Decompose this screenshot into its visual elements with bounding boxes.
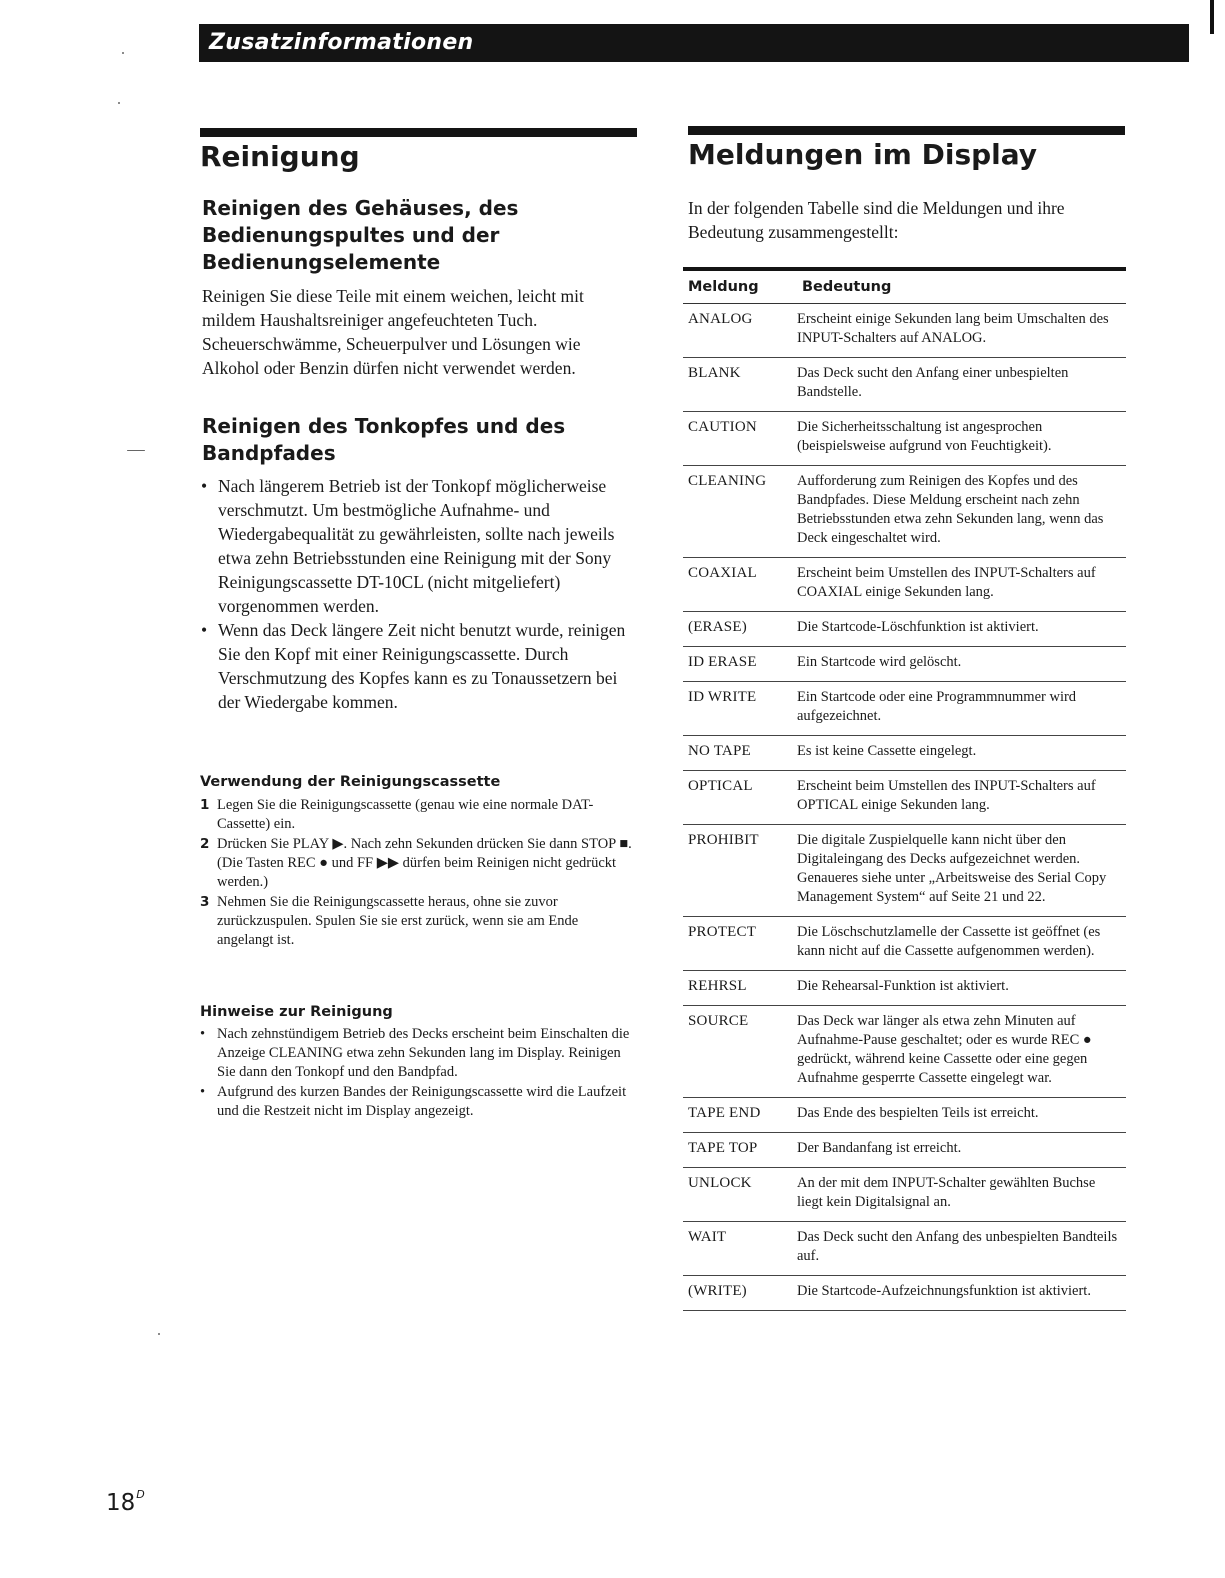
title-rule-left <box>200 128 637 137</box>
message-meaning: Erscheint beim Umstellen des INPUT-Schalters auf COAXIAL einige Sekunden lang. <box>797 558 1126 612</box>
message-meaning: Das Deck sucht den Anfang einer unbespielten Bandstelle. <box>797 358 1126 412</box>
table-row <box>683 917 1126 971</box>
message-meaning: Erscheint einige Sekunden lang beim Umschalten des INPUT-Schalters auf ANALOG. <box>797 304 1126 358</box>
title-rule-right <box>688 126 1125 135</box>
message-meaning: Ein Startcode oder eine Programmnummer wird aufgezeichnet. <box>797 682 1126 736</box>
table-row <box>683 358 1126 412</box>
message-meaning: Aufforderung zum Reinigen des Kopfes und des Bandpfades. Diese Meldung erscheint nach zehn Betriebsstunden etwa zehn Sekunden lang, wenn das Deck eingeschaltet wird. <box>797 466 1126 558</box>
page-number <box>106 1488 145 1516</box>
section-label: Zusatzinformationen <box>209 30 474 55</box>
heading-head-cleaning: Reinigen des Tonkopfes und des Bandpfades <box>202 414 566 465</box>
message-meaning: Das Deck war länger als etwa zehn Minuten auf Aufnahme-Pause geschaltet; oder es wurde REC ● gedrückt, während keine Cassette oder eine gegen Aufnahme gesperrte Cassette eingelegt war. <box>797 1006 1126 1098</box>
message-code: SOURCE <box>683 1006 797 1098</box>
message-meaning: An der mit dem INPUT-Schalter gewählten Buchse liegt kein Digitalsignal an. <box>797 1168 1126 1222</box>
scan-speck <box>122 52 124 54</box>
message-meaning: Die Startcode-Löschfunktion ist aktiviert. <box>797 612 1126 647</box>
list-item: • Nach zehnstündigem Betrieb des Decks erscheint beim Einschalten die Anzeige CLEANING etwa zehn Sekunden lang im Display. Reinigen Sie dann den Tonkopf und den Bandpfad. <box>200 1025 636 1082</box>
list-item: • Aufgrund des kurzen Bandes der Reinigungscassette wird die Laufzeit und die Restzeit nicht im Display angezeigt. <box>200 1083 636 1121</box>
message-code: NO TAPE <box>683 736 797 771</box>
messages-table <box>683 271 1126 1311</box>
table-row <box>683 1222 1126 1276</box>
table-row <box>683 1168 1126 1222</box>
heading-cleaning-notes: Hinweise zur Reinigung <box>200 1004 393 1020</box>
message-code: WAIT <box>683 1222 797 1276</box>
message-code: COAXIAL <box>683 558 797 612</box>
table-body <box>683 304 1126 1311</box>
table-row <box>683 558 1126 612</box>
message-meaning: Die digitale Zuspielquelle kann nicht über den Digitaleingang des Decks aufgezeichnet werden. Genaueres siehe unter „Arbeitsweise des Serial Copy Management System“ auf Seite 21 und 22. <box>797 825 1126 917</box>
step-text: Legen Sie die Reinigungscassette (genau wie eine normale DAT-Cassette) ein. <box>217 797 594 832</box>
table-row <box>683 682 1126 736</box>
message-code: TAPE TOP <box>683 1133 797 1168</box>
table-row <box>683 647 1126 682</box>
page-title-reinigung: Reinigung <box>200 140 360 173</box>
message-meaning: Die Startcode-Aufzeichnungsfunktion ist aktiviert. <box>797 1276 1126 1311</box>
message-meaning: Die Rehearsal-Funktion ist aktiviert. <box>797 971 1126 1006</box>
message-meaning: Die Sicherheitsschaltung ist angesprochen (beispielsweise aufgrund von Feuchtigkeit). <box>797 412 1126 466</box>
list-item <box>200 796 636 834</box>
step-text: Nehmen Sie die Reinigungscassette heraus, ohne sie zuvor zurückzuspulen. Spulen Sie sie erst zurück, wenn sie am Ende angelangt ist. <box>217 894 579 948</box>
message-code: REHRSL <box>683 971 797 1006</box>
page-number-suffix: D <box>136 1488 145 1501</box>
message-code: PROHIBIT <box>683 825 797 917</box>
scan-speck <box>118 102 120 104</box>
table-intro-text: In der folgenden Tabelle sind die Meldungen und ihre Bedeutung zusammengestellt: <box>688 198 1065 242</box>
message-code: CAUTION <box>683 412 797 466</box>
table-header-row <box>683 271 1126 304</box>
message-meaning: Das Ende des bespielten Teils ist erreicht. <box>797 1098 1126 1133</box>
table-row <box>683 412 1126 466</box>
edge-mark <box>1210 0 1214 34</box>
message-meaning: Das Deck sucht den Anfang des unbespielten Bandteils auf. <box>797 1222 1126 1276</box>
table-row <box>683 971 1126 1006</box>
message-code: ID WRITE <box>683 682 797 736</box>
message-code: ANALOG <box>683 304 797 358</box>
message-meaning: Ein Startcode wird gelöscht. <box>797 647 1126 682</box>
display-messages-table <box>683 267 1126 1311</box>
table-row <box>683 771 1126 825</box>
cleaning-notes-bullets <box>200 1025 636 1122</box>
list-item: • Wenn das Deck längere Zeit nicht benutzt wurde, reinigen Sie den Kopf mit einer Reinigungscassette. Durch Verschmutzung des Kopfes kann es zu Tonaussetzern bei der Wiedergabe kommen. <box>201 618 634 714</box>
scan-speck <box>127 450 145 451</box>
list-item <box>200 835 636 892</box>
table-row <box>683 1006 1126 1098</box>
column-header-meldung: Meldung <box>683 271 797 304</box>
table-row <box>683 612 1126 647</box>
table-row <box>683 1133 1126 1168</box>
housing-cleaning-text: Reinigen Sie diese Teile mit einem weichen, leicht mit mildem Haushaltsreiniger angefeuchteten Tuch. Scheuerschwämme, Scheuerpulver und Lösungen wie Alkohol oder Benzin dürfen nicht verwendet werden. <box>202 286 584 378</box>
head-cleaning-bullets <box>201 474 634 714</box>
step-number: 3 <box>200 894 210 910</box>
scan-speck <box>158 1333 160 1335</box>
section-header-bar <box>199 24 1189 62</box>
heading-cassette-usage: Verwendung der Reinigungscassette <box>200 774 501 790</box>
page-number-value: 18 <box>106 1490 136 1516</box>
list-item <box>200 893 636 950</box>
table-row <box>683 304 1126 358</box>
step-text: Drücken Sie PLAY ▶. Nach zehn Sekunden drücken Sie dann STOP ■. (Die Tasten REC ● und FF ▶▶ dürfen beim Reinigen nicht gedrückt werden.) <box>217 836 632 890</box>
message-code: ID ERASE <box>683 647 797 682</box>
table-row <box>683 466 1126 558</box>
message-code: PROTECT <box>683 917 797 971</box>
table-row <box>683 1098 1126 1133</box>
message-meaning: Der Bandanfang ist erreicht. <box>797 1133 1126 1168</box>
step-number: 2 <box>200 836 210 852</box>
cassette-usage-steps <box>200 796 636 951</box>
message-code: CLEANING <box>683 466 797 558</box>
step-number: 1 <box>200 797 210 813</box>
message-code: OPTICAL <box>683 771 797 825</box>
message-code: (ERASE) <box>683 612 797 647</box>
page-title-meldungen: Meldungen im Display <box>688 138 1038 171</box>
message-meaning: Es ist keine Cassette eingelegt. <box>797 736 1126 771</box>
message-code: BLANK <box>683 358 797 412</box>
column-header-bedeutung: Bedeutung <box>797 271 1126 304</box>
message-meaning: Erscheint beim Umstellen des INPUT-Schalters auf OPTICAL einige Sekunden lang. <box>797 771 1126 825</box>
message-code: (WRITE) <box>683 1276 797 1311</box>
message-meaning: Die Löschschutzlamelle der Cassette ist geöffnet (es kann nicht auf die Cassette aufgenommen werden). <box>797 917 1126 971</box>
message-code: TAPE END <box>683 1098 797 1133</box>
table-row <box>683 736 1126 771</box>
message-code: UNLOCK <box>683 1168 797 1222</box>
heading-housing-cleaning: Reinigen des Gehäuses, des Bedienungspultes und der Bedienungselemente <box>202 196 519 274</box>
list-item: • Nach längerem Betrieb ist der Tonkopf möglicherweise verschmutzt. Um bestmögliche Aufnahme- und Wiedergabequalität zu gewährleisten, sollte nach jeweils etwa zehn Betriebsstunden eine Reinigung mit der Sony Reinigungscassette DT-10CL (nicht mitgeliefert) vorgenommen werden. <box>201 474 634 618</box>
table-row <box>683 1276 1126 1311</box>
table-row <box>683 825 1126 917</box>
